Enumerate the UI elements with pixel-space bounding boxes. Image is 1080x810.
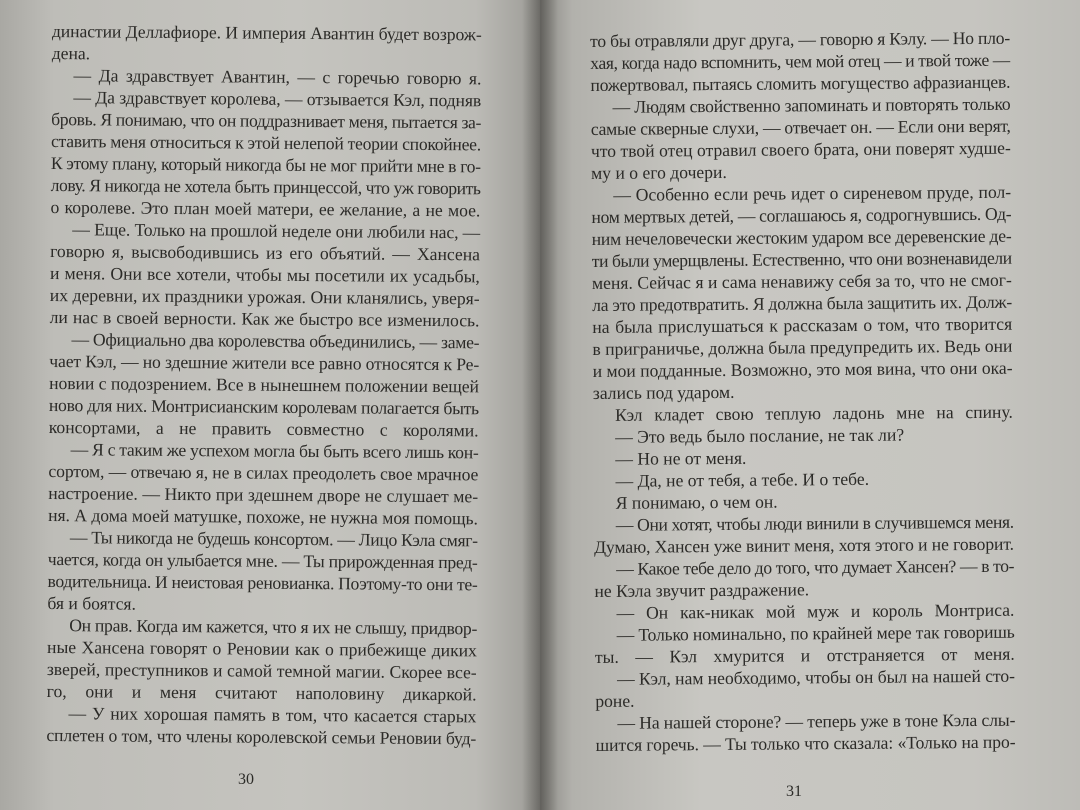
right-page-text: [590, 27, 1016, 756]
text-line: и мои подданные. Возможно, это моя вина, что они ока-: [592, 357, 1013, 381]
text-line: ном мертвых детей, — соглашаюсь я, содрогнувшись. Од-: [591, 203, 1012, 227]
text-line: меня. Сейчас я и сама ненавижу себя за то, что не смог-: [591, 269, 1012, 293]
text-line: — Но не от меня.: [615, 447, 747, 469]
text-line: о королеве. Это план моей матери, ее желание, а не мое.: [50, 196, 481, 221]
text-line: — Ты никогда не будешь консортом. — Лицо Кэла смяг-: [69, 527, 478, 551]
text-line: ли нас в своей верности. Как же быстро все изменилось.: [49, 306, 480, 331]
text-line: К этому плану, который никогда бы не мог прийти мне в го-: [50, 152, 481, 177]
text-line: Я понимаю, о чем он.: [615, 491, 778, 513]
text-line: ла это предотвратить. Я должна была защитить их. Долж-: [592, 291, 1013, 315]
text-line: чается, когда он улыбается мне. — Ты прирожденная пред-: [47, 548, 478, 573]
text-line: — Да здравствует королева, — отзывается Кэл, подняв: [73, 87, 482, 111]
text-line: чает Кэл, — но здешние жители все равно относятся к Ре-: [49, 350, 480, 375]
text-line: Он прав. Когда им кажется, что я их не слышу, придвор-: [69, 615, 478, 639]
text-line: ним нечеловечески жестоким ударом все деревенские де-: [591, 225, 1012, 249]
text-line: новии с подозрением. Все в нынешнем положении вещей: [49, 372, 480, 397]
text-line: водительница. И неистовая реновианка. Поэтому-то они те-: [47, 570, 478, 595]
right-page-number: 31: [786, 783, 802, 800]
text-line: бровь. Я понимаю, что он поддразнивает меня, пытается за-: [51, 108, 482, 133]
text-line: роне.: [595, 690, 635, 711]
text-line: — Официально два королевства объединились, — заме-: [71, 329, 480, 353]
text-line: бя и боятся.: [47, 592, 137, 614]
text-line: ные Хансена говорят о Реновии как о прибежище диких: [46, 636, 477, 661]
text-line: ставить меня относиться к этой нелепой теории спокойнее.: [50, 130, 481, 155]
text-line: го, они и меня считают наполовину дикаркой.: [46, 680, 477, 705]
text-line: — Только номинально, по крайней мере так говоришь: [616, 621, 1015, 645]
text-line: говорю я, высвободившись из его объятий. — Хансена: [50, 240, 481, 265]
text-line: — Я с таким же успехом могла бы быть всего лишь кон-: [70, 439, 479, 463]
text-line: ти были умерщвлены. Естественно, что они возненавидели: [591, 247, 1012, 271]
text-line: ня. А дома моей матушке, похоже, не нужна моя помощь.: [48, 504, 479, 529]
text-line: Кэл кладет свою теплую ладонь мне на спину.: [614, 401, 1013, 425]
text-line: — Это ведь было послание, не так ли?: [615, 424, 905, 447]
text-line: шится горечь. — Ты только что сказала: «Только на про-: [595, 731, 1016, 755]
text-line: — Кэл, нам необходимо, чтобы он был на нашей сто-: [617, 665, 1016, 689]
text-line: — Они хотят, чтобы люди винили в случившемся меня.: [615, 511, 1014, 535]
text-line: их деревни, их праздники урожая. Они кланялись, уверя-: [49, 284, 480, 309]
text-line: и меня. Они все хотели, чтобы мы посетили их усадьбы,: [49, 262, 480, 287]
text-line: — У них хорошая память в том, что касается старых: [68, 703, 477, 727]
text-line: Думаю, Хансен уже винит меня, хотя этого и не говорит.: [593, 533, 1014, 557]
text-line: — Особенно если речь идет о сиреневом пруде, пол-: [613, 181, 1012, 205]
text-line: — Да здравствует Авантин, — с горечью говорю я.: [73, 65, 482, 89]
text-line: сортом, — отвечаю я, не в силах преодолеть свое мрачное: [48, 460, 479, 485]
text-line: — На нашей стороне? — теперь уже в тоне Кэла слы-: [617, 709, 1016, 733]
text-line: на была прислушаться к рассказам о том, что творится: [592, 313, 1013, 337]
text-line: хая, когда надо вспомнить, чем мой отец — и твой тоже —: [590, 49, 1011, 73]
text-line: му и о его дочери.: [591, 161, 727, 183]
text-line: то бы отравляли друг друга, — говорю я Кэлу. — Но пло-: [590, 27, 1010, 51]
text-line: династии Деллафиоре. И империя Авантин будет возрож-: [51, 20, 482, 45]
text-line: зались под ударом.: [592, 381, 735, 403]
text-line: — Какое тебе дело до того, что думает Хансен? — в то-: [616, 555, 1015, 579]
text-line: — Еще. Только на прошлой неделе они любили нас, —: [72, 219, 481, 243]
text-line: не Кэла звучит раздражение.: [594, 579, 810, 601]
text-line: дена.: [51, 42, 91, 64]
text-line: — Людям свойственно запоминать и повторять только: [612, 93, 1011, 117]
text-line: лову. Я никогда не хотела быть принцессой, что уж говорить: [50, 174, 481, 199]
text-line: пожертвовал, пытаясь сломить могущество афразианцев.: [590, 71, 1011, 95]
text-line: самые скверные слухи, — отвечает он. — Если они верят,: [590, 115, 1011, 139]
text-line: ново для них. Монтрисианским королевам полагается быть: [48, 394, 479, 419]
text-line: настроение. — Никто при здешнем дворе не слушает ме-: [48, 482, 479, 507]
text-line: сплетен о том, что члены королевской семьи Реновии буд-: [46, 724, 477, 749]
text-line: зверей, преступников и самой темной магии. Скорее все-: [46, 658, 477, 683]
text-line: — Да, не от тебя, а тебе. И о тебе.: [615, 468, 870, 491]
text-line: что твой отец отравил своего брата, они поверят худше-: [590, 137, 1011, 161]
book-gutter: [522, 0, 558, 810]
text-line: — Он как-никак мой муж и король Монтриса.: [616, 599, 1015, 623]
text-line: ты. — Кэл хмурится и отстраняется от меня.: [594, 643, 1015, 667]
text-line: в приграничье, должна была предупредить их. Ведь они: [592, 335, 1013, 359]
left-page-number: 30: [238, 771, 254, 788]
text-line: консортами, а не править совместно с королями.: [48, 416, 479, 441]
left-page-text: [46, 20, 482, 749]
